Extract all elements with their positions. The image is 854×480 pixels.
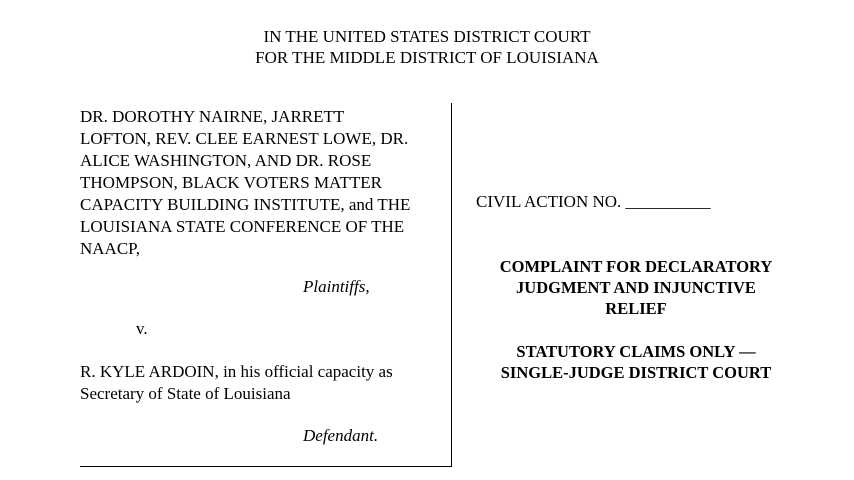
plaintiffs-line: ALICE WASHINGTON, AND DR. ROSE	[80, 151, 372, 170]
plaintiffs-block	[80, 106, 450, 260]
plaintiffs-role-label: Plaintiffs,	[303, 277, 370, 296]
plaintiffs-line: LOUISIANA STATE CONFERENCE OF THE	[80, 217, 405, 236]
statutory-note-line: SINGLE-JUDGE DISTRICT COURT	[500, 363, 772, 382]
plaintiffs-line: DR. DOROTHY NAIRNE, JARRETT	[80, 107, 345, 126]
court-heading-line: IN THE UNITED STATES DISTRICT COURT	[263, 27, 591, 46]
statutory-claims-note	[470, 341, 802, 383]
plaintiffs-line: THOMPSON, BLACK VOTERS MATTER	[80, 173, 382, 192]
court-heading-line: FOR THE MIDDLE DISTRICT OF LOUISIANA	[255, 48, 599, 67]
complaint-title-line: RELIEF	[605, 299, 667, 318]
statutory-note-line: STATUTORY CLAIMS ONLY —	[516, 342, 756, 361]
defendant-line: R. KYLE ARDOIN, in his official capacity as	[80, 362, 393, 381]
versus-label: v.	[136, 319, 148, 338]
plaintiffs-line: CAPACITY BUILDING INSTITUTE, and THE	[80, 195, 411, 214]
civil-action-number: CIVIL ACTION NO. __________	[476, 192, 711, 211]
complaint-title	[470, 256, 802, 319]
plaintiffs-line: NAACP,	[80, 239, 140, 258]
complaint-title-line: JUDGMENT AND INJUNCTIVE	[516, 278, 756, 297]
plaintiffs-line: LOFTON, REV. CLEE EARNEST LOWE, DR.	[80, 129, 409, 148]
complaint-title-line: COMPLAINT FOR DECLARATORY	[499, 257, 773, 276]
defendant-block	[80, 361, 450, 405]
defendant-line: Secretary of State of Louisiana	[80, 384, 291, 403]
defendant-role-label: Defendant.	[303, 426, 379, 445]
court-heading	[0, 26, 854, 68]
